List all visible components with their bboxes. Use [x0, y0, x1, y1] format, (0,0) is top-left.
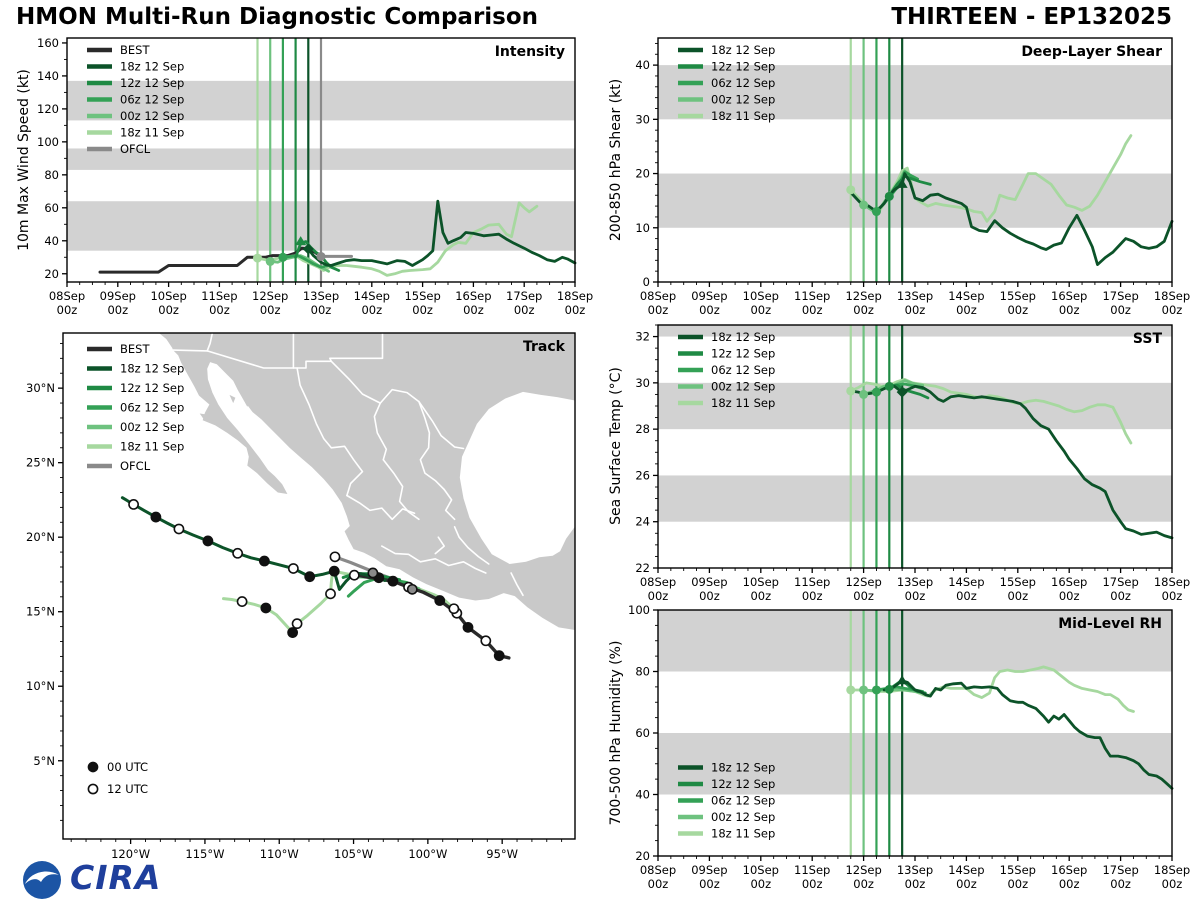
- svg-text:00z: 00z: [853, 877, 874, 891]
- svg-text:18z 11 Sep: 18z 11 Sep: [120, 125, 185, 140]
- ylabel-rh: 700-500 hPa Humidity (%): [608, 640, 624, 826]
- svg-text:18z 12 Sep: 18z 12 Sep: [711, 43, 776, 57]
- svg-text:18z 12 Sep: 18z 12 Sep: [711, 330, 776, 344]
- svg-text:09Sep: 09Sep: [691, 575, 728, 589]
- svg-text:00z: 00z: [956, 303, 977, 317]
- svg-text:17Sep: 17Sep: [1102, 863, 1139, 877]
- svg-text:18z 11 Sep: 18z 11 Sep: [711, 396, 776, 410]
- svg-text:140: 140: [37, 68, 59, 83]
- svg-text:17Sep: 17Sep: [506, 289, 543, 303]
- svg-text:14Sep: 14Sep: [948, 289, 985, 303]
- svg-text:16Sep: 16Sep: [1051, 863, 1088, 877]
- svg-text:00z: 00z: [801, 877, 823, 891]
- svg-text:30°N: 30°N: [26, 381, 55, 396]
- svg-text:00z 12 Sep: 00z 12 Sep: [711, 92, 776, 107]
- svg-text:28: 28: [635, 422, 650, 437]
- svg-text:18z 12 Sep: 18z 12 Sep: [711, 760, 776, 775]
- ylabel-intensity: 10m Max Wind Speed (kt): [16, 69, 32, 251]
- svg-text:00z: 00z: [1161, 303, 1183, 317]
- svg-text:06z 12 Sep: 06z 12 Sep: [711, 363, 776, 377]
- svg-text:18Sep: 18Sep: [1153, 863, 1191, 877]
- page-title: HMON Multi-Run Diagnostic Comparison: [16, 4, 539, 30]
- svg-text:09Sep: 09Sep: [691, 289, 728, 303]
- svg-text:00z: 00z: [750, 303, 772, 317]
- svg-text:80: 80: [635, 664, 650, 679]
- svg-text:08Sep: 08Sep: [639, 575, 677, 589]
- panel-title-rh: Mid-Level RH: [1058, 616, 1162, 632]
- svg-text:10Sep: 10Sep: [742, 289, 779, 303]
- svg-text:30: 30: [635, 112, 650, 127]
- svg-text:24: 24: [635, 514, 650, 529]
- panel-title-sst: SST: [1132, 331, 1162, 347]
- svg-text:00z: 00z: [209, 303, 230, 317]
- svg-text:10Sep: 10Sep: [150, 289, 187, 303]
- svg-text:20: 20: [635, 166, 650, 181]
- svg-text:95°W: 95°W: [486, 847, 519, 861]
- svg-text:00z: 00z: [1161, 877, 1183, 891]
- svg-text:14Sep: 14Sep: [353, 289, 390, 303]
- svg-text:115°W: 115°W: [185, 847, 225, 861]
- svg-text:12z 12 Sep: 12z 12 Sep: [120, 76, 185, 90]
- svg-text:120°W: 120°W: [111, 847, 151, 861]
- svg-text:00z: 00z: [801, 303, 823, 317]
- svg-text:14Sep: 14Sep: [948, 863, 985, 877]
- svg-text:09Sep: 09Sep: [99, 289, 136, 303]
- svg-text:11Sep: 11Sep: [794, 289, 831, 303]
- svg-text:00z: 00z: [904, 303, 926, 317]
- svg-text:09Sep: 09Sep: [691, 863, 728, 877]
- svg-text:00z 12 Sep: 00z 12 Sep: [711, 379, 776, 394]
- svg-text:12z 12 Sep: 12z 12 Sep: [711, 777, 776, 791]
- svg-text:12Sep: 12Sep: [845, 863, 882, 877]
- svg-text:OFCL: OFCL: [120, 459, 151, 473]
- svg-text:25°N: 25°N: [26, 455, 55, 470]
- svg-text:00z: 00z: [1058, 589, 1080, 603]
- svg-text:00z: 00z: [853, 303, 874, 317]
- svg-text:18Sep: 18Sep: [1153, 575, 1191, 589]
- svg-text:00z 12 Sep: 00z 12 Sep: [120, 109, 185, 123]
- svg-text:13Sep: 13Sep: [896, 575, 934, 589]
- svg-text:18z 11 Sep: 18z 11 Sep: [711, 826, 776, 841]
- svg-text:00z: 00z: [1007, 589, 1029, 603]
- svg-text:17Sep: 17Sep: [1102, 575, 1139, 589]
- panel-title-shear: Deep-Layer Shear: [1021, 44, 1162, 60]
- svg-text:16Sep: 16Sep: [455, 289, 492, 303]
- cira-logo: CIRA: [70, 858, 162, 897]
- ylabel-shear: 200-850 hPa Shear (kt): [608, 78, 624, 242]
- svg-text:00z: 00z: [56, 303, 78, 317]
- svg-text:00z: 00z: [904, 589, 926, 603]
- svg-text:16Sep: 16Sep: [1051, 575, 1088, 589]
- svg-text:10Sep: 10Sep: [742, 863, 779, 877]
- svg-text:BEST: BEST: [120, 43, 150, 57]
- storm-title: THIRTEEN - EP132025: [891, 4, 1172, 30]
- svg-text:11Sep: 11Sep: [794, 863, 831, 877]
- svg-text:08Sep: 08Sep: [639, 863, 677, 877]
- svg-text:18z 11 Sep: 18z 11 Sep: [711, 109, 776, 123]
- svg-text:00z: 00z: [463, 303, 484, 317]
- svg-text:06z 12 Sep: 06z 12 Sep: [120, 400, 185, 415]
- svg-text:110°W: 110°W: [259, 847, 299, 861]
- svg-text:BEST: BEST: [120, 342, 150, 356]
- svg-text:10°N: 10°N: [26, 679, 55, 694]
- svg-text:06z 12 Sep: 06z 12 Sep: [120, 92, 185, 107]
- svg-text:12Sep: 12Sep: [252, 289, 289, 303]
- panel-title-intensity: Intensity: [494, 44, 565, 60]
- svg-text:13Sep: 13Sep: [896, 863, 934, 877]
- svg-text:15Sep: 15Sep: [999, 575, 1036, 589]
- svg-text:00z: 00z: [1110, 303, 1131, 317]
- svg-text:11Sep: 11Sep: [201, 289, 238, 303]
- svg-text:00z: 00z: [310, 303, 332, 317]
- svg-text:18Sep: 18Sep: [556, 289, 594, 303]
- svg-text:20: 20: [635, 849, 650, 863]
- svg-text:00z: 00z: [750, 589, 772, 603]
- svg-text:00z: 00z: [699, 303, 720, 317]
- svg-text:5°N: 5°N: [33, 753, 55, 768]
- svg-text:15Sep: 15Sep: [404, 289, 441, 303]
- svg-text:00z: 00z: [956, 589, 977, 603]
- svg-text:15°N: 15°N: [26, 604, 55, 619]
- svg-text:00z: 00z: [1058, 877, 1080, 891]
- svg-text:12z 12 Sep: 12z 12 Sep: [120, 381, 185, 395]
- svg-text:00z: 00z: [1110, 589, 1131, 603]
- svg-text:160: 160: [37, 35, 59, 50]
- noaa-logo-icon: [22, 860, 62, 900]
- svg-text:100°W: 100°W: [408, 847, 448, 861]
- svg-text:10: 10: [635, 220, 650, 235]
- svg-text:15Sep: 15Sep: [999, 289, 1036, 303]
- svg-text:20: 20: [44, 266, 59, 281]
- svg-text:26: 26: [635, 468, 650, 483]
- svg-text:00z: 00z: [513, 303, 535, 317]
- svg-text:00z: 00z: [259, 303, 281, 317]
- svg-text:14Sep: 14Sep: [948, 575, 985, 589]
- svg-text:00z: 00z: [1161, 589, 1183, 603]
- svg-text:00z: 00z: [361, 303, 383, 317]
- svg-text:13Sep: 13Sep: [896, 289, 934, 303]
- svg-text:30: 30: [635, 375, 650, 390]
- svg-text:06z 12 Sep: 06z 12 Sep: [711, 76, 776, 90]
- svg-text:40: 40: [635, 58, 650, 73]
- svg-text:15Sep: 15Sep: [999, 863, 1036, 877]
- svg-text:00z: 00z: [750, 877, 772, 891]
- svg-text:100: 100: [37, 134, 59, 149]
- svg-text:60: 60: [44, 200, 59, 215]
- svg-text:00z: 00z: [699, 589, 720, 603]
- svg-text:18z 12 Sep: 18z 12 Sep: [120, 59, 185, 74]
- svg-text:0: 0: [642, 275, 650, 289]
- svg-text:13Sep: 13Sep: [302, 289, 340, 303]
- svg-text:00 UTC: 00 UTC: [107, 760, 149, 774]
- svg-text:11Sep: 11Sep: [794, 575, 831, 589]
- svg-text:18z 12 Sep: 18z 12 Sep: [120, 361, 185, 376]
- svg-text:100: 100: [628, 603, 650, 617]
- svg-text:12Sep: 12Sep: [845, 575, 882, 589]
- ylabel-sst: Sea Surface Temp (°C): [608, 367, 624, 525]
- svg-text:40: 40: [635, 787, 650, 802]
- svg-text:00z: 00z: [107, 303, 129, 317]
- svg-text:10Sep: 10Sep: [742, 575, 779, 589]
- svg-text:00z: 00z: [956, 877, 977, 891]
- svg-text:OFCL: OFCL: [120, 142, 151, 156]
- svg-text:18z 11 Sep: 18z 11 Sep: [120, 439, 185, 454]
- svg-text:12 UTC: 12 UTC: [107, 782, 149, 796]
- svg-text:00z: 00z: [158, 303, 179, 317]
- svg-text:00z: 00z: [1110, 877, 1131, 891]
- svg-text:32: 32: [635, 329, 650, 344]
- svg-text:00z: 00z: [647, 589, 669, 603]
- svg-text:17Sep: 17Sep: [1102, 289, 1139, 303]
- svg-text:00z: 00z: [904, 877, 926, 891]
- svg-text:00z: 00z: [1007, 303, 1029, 317]
- svg-text:60: 60: [635, 726, 650, 740]
- svg-text:08Sep: 08Sep: [639, 289, 677, 303]
- svg-text:105°W: 105°W: [334, 847, 374, 861]
- svg-text:00z: 00z: [647, 877, 669, 891]
- panel-title-track: Track: [523, 339, 565, 355]
- svg-text:00z: 00z: [1058, 303, 1080, 317]
- svg-text:00z 12 Sep: 00z 12 Sep: [120, 420, 185, 434]
- svg-text:00z: 00z: [801, 589, 823, 603]
- svg-text:12z 12 Sep: 12z 12 Sep: [711, 59, 776, 74]
- svg-text:20°N: 20°N: [26, 530, 55, 545]
- svg-text:22: 22: [635, 561, 650, 575]
- svg-text:120: 120: [37, 101, 59, 116]
- svg-text:00z: 00z: [699, 877, 720, 891]
- svg-text:08Sep: 08Sep: [48, 289, 86, 303]
- svg-text:00z: 00z: [564, 303, 586, 317]
- svg-text:40: 40: [44, 233, 59, 248]
- svg-text:18Sep: 18Sep: [1153, 289, 1191, 303]
- svg-text:00z: 00z: [1007, 877, 1029, 891]
- svg-text:80: 80: [44, 167, 59, 182]
- svg-text:00z 12 Sep: 00z 12 Sep: [711, 810, 776, 824]
- svg-text:16Sep: 16Sep: [1051, 289, 1088, 303]
- svg-text:00z: 00z: [853, 589, 874, 603]
- svg-text:06z 12 Sep: 06z 12 Sep: [711, 793, 776, 808]
- svg-text:00z: 00z: [412, 303, 433, 317]
- svg-text:00z: 00z: [647, 303, 669, 317]
- svg-text:12z 12 Sep: 12z 12 Sep: [711, 346, 776, 361]
- svg-text:12Sep: 12Sep: [845, 289, 882, 303]
